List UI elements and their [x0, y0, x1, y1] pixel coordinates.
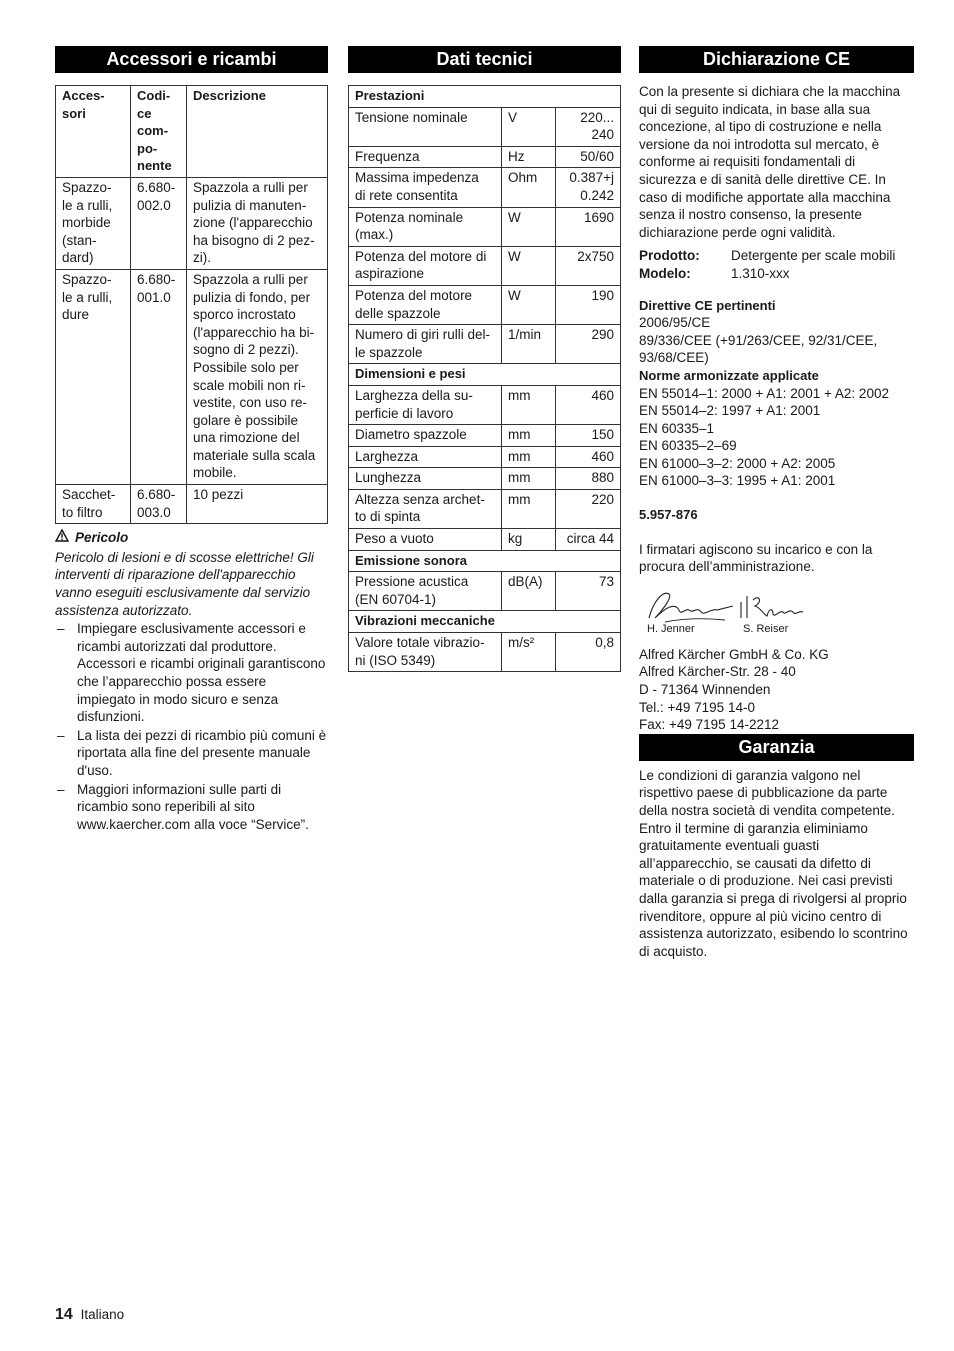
table-cell-label: Diametro spazzole	[349, 425, 502, 447]
table-cell: 6.680- 001.0	[131, 269, 187, 484]
ce-intro: Con la presente si dichiara che la macchina qui di seguito indicata, in base alla sua concezione, al tipo di costruzione e nella versione da noi introdotta sul mercato, è conforme ai requisiti fondamentali di sicurezza e di sanità delle direttive CE. In caso di modifiche apportate alla macchina senza il nostro consenso, la presente dichiarazione perde ogni validità.	[639, 84, 901, 240]
table-cell-label: Frequenza	[349, 146, 502, 168]
list-item: – La lista dei pezzi di ricambio più comuni è riportata alla fine del presente manuale d'uso.	[55, 727, 328, 780]
ce-product-block	[639, 247, 914, 282]
table-cell-unit: W	[502, 246, 556, 285]
table-cell-value: 880	[556, 468, 621, 490]
table-cell-unit: mm	[502, 446, 556, 468]
address-line: Fax: +49 7195 14-2212	[639, 717, 779, 733]
warning-text: Pericolo di lesioni e di scosse elettriche! Gli interventi di riparazione dell'apparecchio vanno eseguiti esclusivamente dal servizio assistenza autorizzato.	[55, 549, 314, 618]
table-cell-value: 290	[556, 325, 621, 364]
accessories-table	[55, 85, 328, 524]
norm-item: EN 60335–1	[639, 420, 715, 436]
warning-title	[55, 529, 328, 547]
signer-jenner-name: H. Jenner	[647, 622, 695, 635]
table-group-title: Dimensioni e pesi	[349, 364, 621, 386]
table-cell-unit: 1/min	[502, 325, 556, 364]
table-cell-unit: mm	[502, 468, 556, 490]
table-group-row	[349, 86, 621, 108]
table-cell: Spazzo- le a rulli, dure	[56, 269, 131, 484]
model-value: 1.310-xxx	[731, 265, 790, 281]
table-cell: 6.680- 003.0	[131, 485, 187, 524]
table-cell: 10 pezzi	[187, 485, 328, 524]
table-cell-value: 190	[556, 285, 621, 324]
table-cell-value: 150	[556, 425, 621, 447]
table-cell-unit: mm	[502, 489, 556, 528]
norm-item: EN 61000–3–3: 1995 + A1: 2001	[639, 473, 836, 489]
table-row	[349, 529, 621, 551]
table-cell-label: Pressione acustica (EN 60704-1)	[349, 572, 502, 611]
norm-item: EN 55014–2: 1997 + A1: 2001	[639, 403, 821, 419]
table-cell-unit: V	[502, 107, 556, 146]
table-cell-label: Massima impedenza di rete consentita	[349, 168, 502, 207]
table-row	[349, 285, 621, 324]
table-group-title: Emissione sonora	[349, 550, 621, 572]
table-row	[56, 177, 328, 269]
table-cell: Spazzola a rulli per pulizia di fondo, per sporco incrostato (l'apparecchio ha bi- sogno di 2 pezzi). Possibile solo per scale mobili non ri- vestite, con uso re- golare è possibile una rimozione del materiale sulla scala mobile.	[187, 269, 328, 484]
table-cell-label: Peso a vuoto	[349, 529, 502, 551]
table-cell-label: Valore totale vibrazio- ni (ISO 5349)	[349, 633, 502, 672]
table-cell-unit: Hz	[502, 146, 556, 168]
table-cell-label: Potenza nominale (max.)	[349, 207, 502, 246]
header-code: Codi- ce com- po- nente	[131, 86, 187, 178]
table-group-row	[349, 364, 621, 386]
directives-title: Direttive CE pertinenti	[639, 297, 776, 313]
address-line: Alfred Kärcher-Str. 28 - 40	[639, 664, 796, 680]
address-line: Alfred Kärcher GmbH & Co. KG	[639, 646, 829, 662]
header-accessories: Acces- sori	[56, 86, 131, 178]
table-row	[349, 385, 621, 424]
warranty-heading: Garanzia	[639, 734, 914, 761]
table-group-row	[349, 550, 621, 572]
table-row	[349, 168, 621, 207]
page-footer	[55, 1306, 124, 1324]
table-row	[349, 633, 621, 672]
ce-column	[639, 46, 914, 960]
product-value: Detergente per scale mobili	[731, 248, 896, 264]
table-row	[349, 325, 621, 364]
table-row	[56, 485, 328, 524]
table-cell-value: circa 44	[556, 529, 621, 551]
signature-reiser	[737, 592, 807, 622]
tech-table	[348, 85, 621, 672]
norm-item: EN 55014–1: 2000 + A1: 2001 + A2: 2002	[639, 385, 889, 401]
table-cell-value: 460	[556, 385, 621, 424]
ce-heading: Dichiarazione CE	[639, 46, 914, 73]
table-cell-value: 50/60	[556, 146, 621, 168]
table-cell-label: Potenza del motore delle spazzole	[349, 285, 502, 324]
signature-area	[639, 588, 914, 638]
table-cell-unit: W	[502, 285, 556, 324]
list-item: – Maggiori informazioni sulle parti di ricambio sono reperibili al sito www.kaercher.com alla voce “Service”.	[55, 781, 328, 834]
accessories-bullet-list	[55, 620, 328, 833]
table-cell-value: 220... 240	[556, 107, 621, 146]
warranty-text: Le condizioni di garanzia valgono nel rispettivo paese di pubblicazione da parte della nostra società di vendita competente. Entro il termine di garanzia eliminiamo gratuitamente eventuali guasti all’apparecchio, se causati da difetto di materiale o di produzione. Nei casi previsti dalla garanzia si prega di rivolgersi al proprio rivenditore, oppure al più vicino centro di assistenza autorizzato, esibendo lo scontrino di acquisto.	[639, 767, 908, 959]
accessories-heading: Accessori e ricambi	[55, 46, 328, 73]
table-cell-unit: mm	[502, 385, 556, 424]
page-number: 14	[55, 1306, 73, 1323]
tech-heading: Dati tecnici	[348, 46, 621, 73]
table-cell-unit: m/s²	[502, 633, 556, 672]
table-row	[349, 246, 621, 285]
table-cell-label: Larghezza della su- perficie di lavoro	[349, 385, 502, 424]
table-row	[349, 146, 621, 168]
table-cell-value: 0.387+j 0.242	[556, 168, 621, 207]
table-cell-label: Potenza del motore di aspirazione	[349, 246, 502, 285]
directive-item: 2006/95/CE	[639, 315, 711, 331]
table-row	[349, 107, 621, 146]
model-label: Modelo:	[639, 265, 691, 281]
table-row	[349, 425, 621, 447]
table-cell-value: 220	[556, 489, 621, 528]
table-group-row	[349, 611, 621, 633]
table-cell-label: Lunghezza	[349, 468, 502, 490]
table-cell-label: Numero di giri rulli del- le spazzole	[349, 325, 502, 364]
norm-item: EN 61000–3–2: 2000 + A2: 2005	[639, 455, 836, 471]
table-group-title: Vibrazioni meccaniche	[349, 611, 621, 633]
table-cell: 6.680- 002.0	[131, 177, 187, 269]
directive-item: 89/336/CEE (+91/263/CEE, 92/31/CEE, 93/68/CEE)	[639, 332, 878, 366]
norms-title: Norme armonizzate applicate	[639, 367, 819, 383]
table-cell-value: 460	[556, 446, 621, 468]
table-cell-value: 0,8	[556, 633, 621, 672]
table-cell-unit: dB(A)	[502, 572, 556, 611]
warning-title-text: Pericolo	[75, 530, 129, 546]
table-cell-unit: mm	[502, 425, 556, 447]
table-cell-unit: Ohm	[502, 168, 556, 207]
table-cell-label: Tensione nominale	[349, 107, 502, 146]
address-line: D - 71364 Winnenden	[639, 682, 771, 698]
address-line: Tel.: +49 7195 14-0	[639, 699, 755, 715]
signers-text: I firmatari agiscono su incarico e con la procura dell’amministrazione.	[639, 541, 873, 575]
table-cell: Spazzola a rulli per pulizia di manuten- zione (l'apparecchio ha bisogno di 2 pez- zi).	[187, 177, 328, 269]
table-row	[349, 572, 621, 611]
table-row	[349, 468, 621, 490]
table-cell: Spazzo- le a rulli, morbide (stan- dard)	[56, 177, 131, 269]
table-row	[349, 446, 621, 468]
doc-number: 5.957-876	[639, 507, 698, 523]
table-cell-value: 73	[556, 572, 621, 611]
table-cell-value: 1690	[556, 207, 621, 246]
table-cell-unit: kg	[502, 529, 556, 551]
signer-reiser-name: S. Reiser	[743, 622, 789, 635]
product-label: Prodotto:	[639, 248, 700, 264]
signature-jenner	[645, 588, 737, 624]
accessories-column	[55, 46, 328, 833]
warning-triangle-icon	[55, 529, 69, 547]
table-row	[349, 207, 621, 246]
table-row	[349, 489, 621, 528]
tech-column	[348, 46, 621, 672]
norm-item: EN 60335–2–69	[639, 438, 737, 454]
table-row	[56, 269, 328, 484]
table-group-title: Prestazioni	[349, 86, 621, 108]
table-cell-value: 2x750	[556, 246, 621, 285]
table-cell-unit: W	[502, 207, 556, 246]
header-description: Descrizione	[187, 86, 328, 178]
footer-language: Italiano	[80, 1307, 125, 1322]
table-cell: Sacchet- to filtro	[56, 485, 131, 524]
table-cell-label: Larghezza	[349, 446, 502, 468]
table-cell-label: Altezza senza archet- to di spinta	[349, 489, 502, 528]
table-header-row	[56, 86, 328, 178]
list-item: – Impiegare esclusivamente accessori e ricambi autorizzati dal produttore. Accessori e ricambi originali garantiscono che l’apparecchio possa essere impiegato in modo sicuro e senza disfunzioni.	[55, 620, 328, 726]
